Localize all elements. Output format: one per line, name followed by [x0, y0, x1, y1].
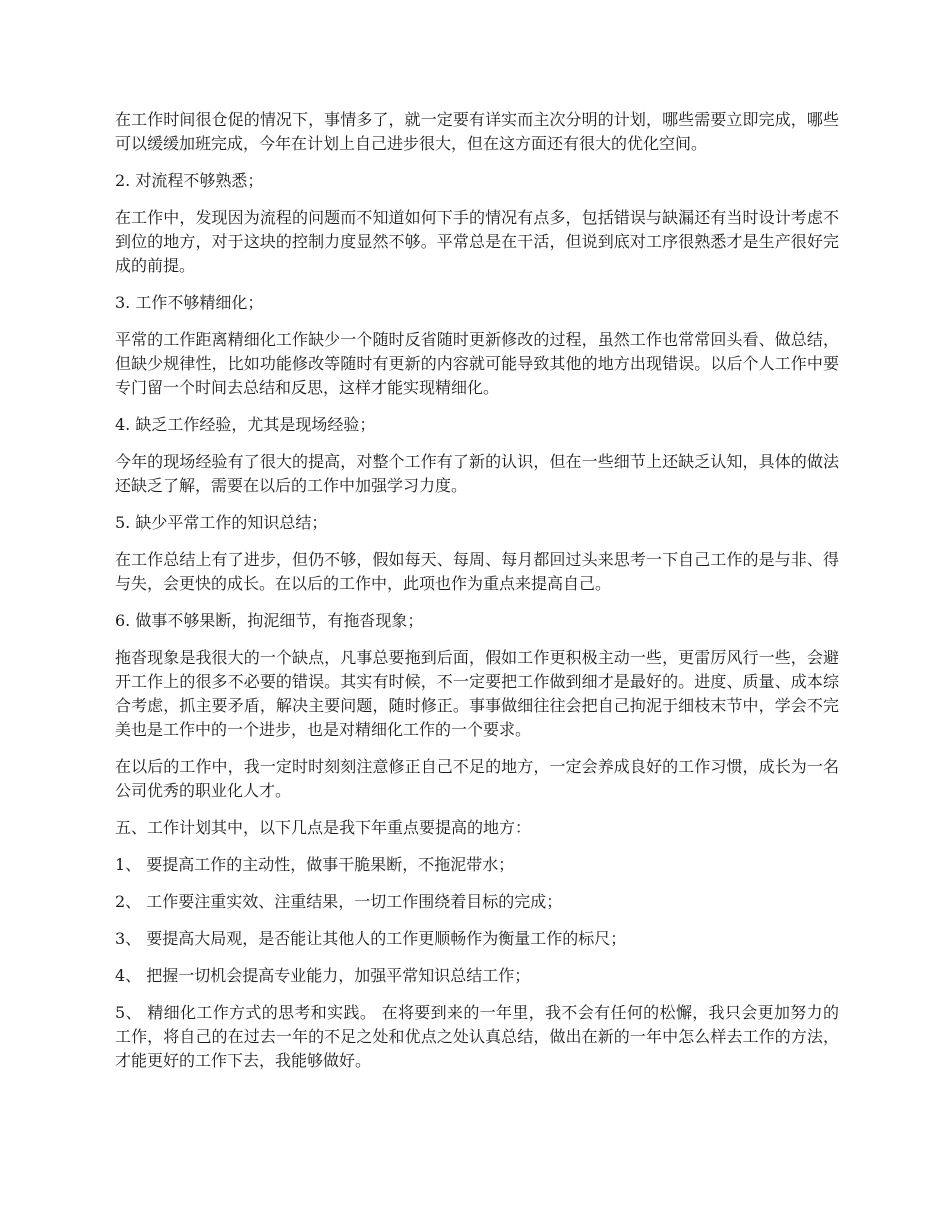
section-heading: 五、工作计划其中，以下几点是我下年重点要提高的地方：: [115, 818, 532, 837]
section-heading: 3. 工作不够精细化；: [115, 293, 264, 312]
list-item: 4、 把握一切机会提高专业能力，加强平常知识总结工作；: [115, 966, 531, 985]
document-page: [115, 108, 839, 1086]
section-heading: 5. 缺少平常工作的知识总结；: [115, 513, 328, 532]
section-heading: 2. 对流程不够熟悉；: [115, 171, 264, 190]
list-item: 3、 要提高大局观，是否能让其他人的工作更顺畅作为衡量工作的标尺；: [115, 929, 627, 948]
section-heading: 4. 缺乏工作经验，尤其是现场经验；: [115, 415, 376, 434]
list-item: 2、 工作要注重实效、注重结果，一切工作围绕着目标的完成；: [115, 892, 563, 911]
list-item: 5、 精细化工作方式的思考和实践。 在将要到来的一年里，我不会有任何的松懈，我只会更加努力的工作，将自己的在过去一年的不足之处和优点之处认真总结，做出在新的一年中怎么样去工作的方法，才能更好的工作下去，我能够做好。: [115, 1003, 839, 1070]
body-paragraph: 拖沓现象是我很大的一个缺点，凡事总要拖到后面，假如工作更积极主动一些，更雷厉风行一些，会避开工作上的很多不必要的错误。其实有时候，不一定要把工作做到细才是最好的。进度、质量、成本综合考虑，抓主要矛盾，解决主要问题，随时修正。事事做细往往会把自己拘泥于细枝末节中，学会不完美也是工作中的一个进步，也是对精细化工作的一个要求。: [115, 648, 839, 739]
body-paragraph: 在工作时间很仓促的情况下，事情多了，就一定要有详实而主次分明的计划，哪些需要立即完成，哪些可以缓缓加班完成，今年在计划上自己进步很大，但在这方面还有很大的优化空间。: [115, 110, 839, 153]
list-item: 1、 要提高工作的主动性，做事干脆果断，不拖泥带水；: [115, 855, 515, 874]
body-paragraph: 平常的工作距离精细化工作缺少一个随时反省随时更新修改的过程，虽然工作也常常回头看、做总结，但缺少规律性，比如功能修改等随时有更新的内容就可能导致其他的地方出现错误。以后个人工作中要专门留一个时间去总结和反思，这样才能实现精细化。: [115, 330, 839, 397]
body-paragraph: 在工作中，发现因为流程的问题而不知道如何下手的情况有点多，包括错误与缺漏还有当时设计考虑不到位的地方，对于这块的控制力度显然不够。平常总是在干活，但说到底对工序很熟悉才是生产很好完成的前提。: [115, 208, 839, 275]
body-paragraph: 在以后的工作中，我一定时时刻刻注意修正自己不足的地方，一定会养成良好的工作习惯，成长为一名公司优秀的职业化人才。: [115, 757, 839, 800]
body-paragraph: 今年的现场经验有了很大的提高，对整个工作有了新的认识，但在一些细节上还缺乏认知，具体的做法还缺乏了解，需要在以后的工作中加强学习力度。: [115, 452, 839, 495]
body-paragraph: 在工作总结上有了进步，但仍不够，假如每天、每周、每月都回过头来思考一下自己工作的是与非、得与失，会更快的成长。在以后的工作中，此项也作为重点来提高自己。: [115, 550, 839, 593]
section-heading: 6. 做事不够果断，拘泥细节，有拖沓现象；: [115, 611, 424, 630]
